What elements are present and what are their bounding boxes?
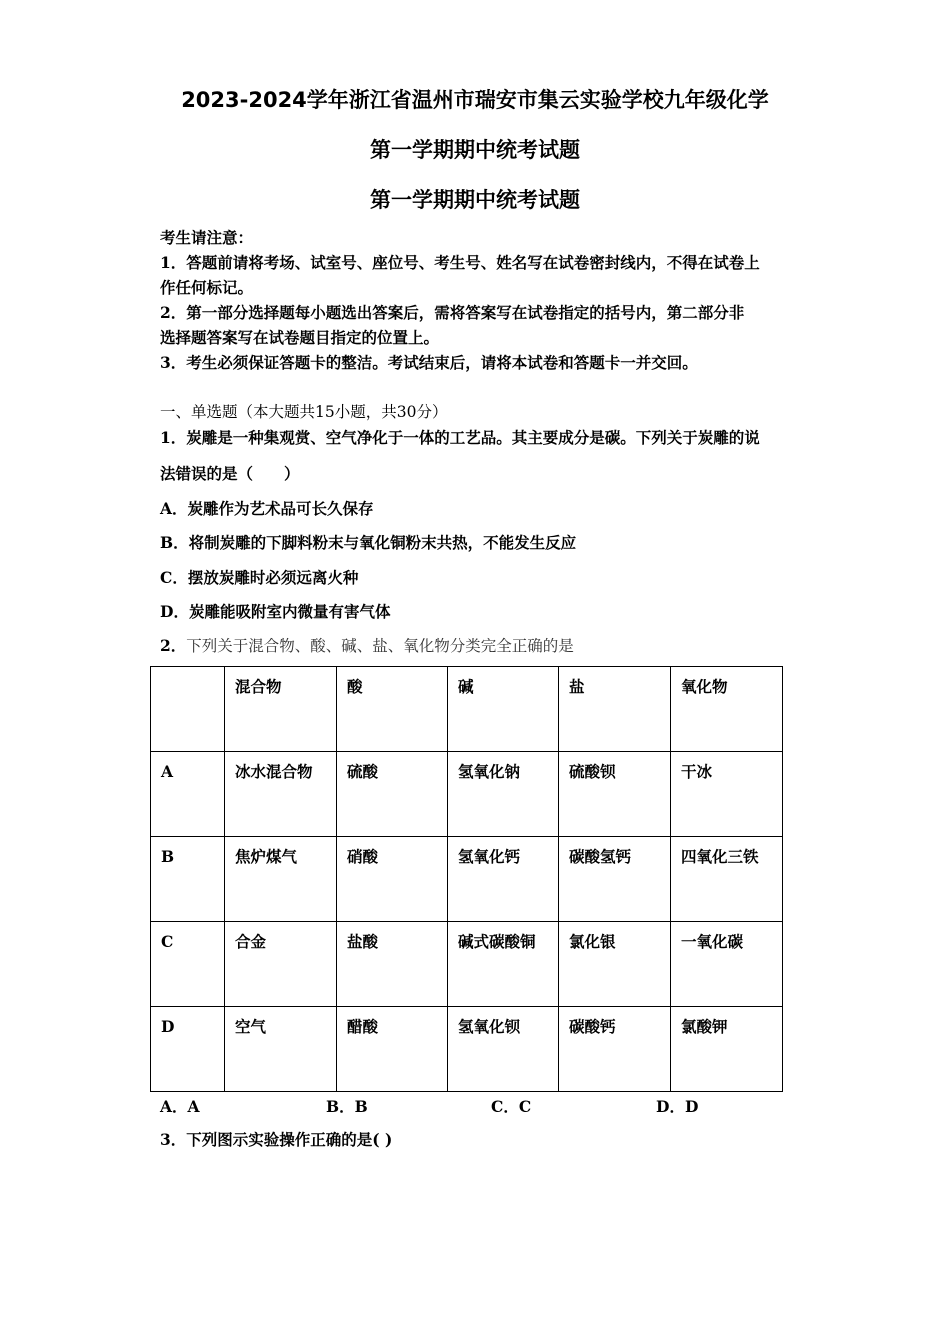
q2-stem-text: 下列关于混合物、酸、碱、盐、氧化物分类完全正确的是 <box>186 637 574 655</box>
notice-item-2: 2．第一部分选择题每小题选出答案后，需将答案写在试卷指定的括号内，第二部分非 <box>160 303 745 322</box>
table-row-label: B <box>151 837 225 922</box>
table-cell: 干冰 <box>671 752 783 837</box>
table-cell: 冰水混合物 <box>225 752 337 837</box>
table-cell: 一氧化碳 <box>671 922 783 1007</box>
table-row-label: A <box>151 752 225 837</box>
table-cell: 氯化银 <box>559 922 671 1007</box>
table-cell: 合金 <box>225 922 337 1007</box>
table-row <box>151 752 783 837</box>
exam-title-line3: 第一学期期中统考试题 <box>370 188 580 212</box>
table-header-cell: 混合物 <box>225 667 337 752</box>
table-cell: 焦炉煤气 <box>225 837 337 922</box>
exam-title-line1: 2023-2024学年浙江省温州市瑞安市集云实验学校九年级化学 <box>181 88 769 112</box>
table-row <box>151 837 783 922</box>
q1-stem-line2: 法错误的是（ ） <box>160 464 300 483</box>
q2-stem <box>160 636 800 656</box>
table-cell: 四氧化三铁 <box>671 837 783 922</box>
table-cell: 氢氧化钡 <box>448 1007 559 1092</box>
table-cell: 硫酸钡 <box>559 752 671 837</box>
table-cell: 盐酸 <box>337 922 448 1007</box>
table-row-label: D <box>151 1007 225 1092</box>
q2-answer-a: A．A <box>160 1097 200 1116</box>
table-row <box>151 1007 783 1092</box>
table-header-cell: 盐 <box>559 667 671 752</box>
table-header-row <box>151 667 783 752</box>
notice-item-1-cont: 作任何标记。 <box>160 278 254 297</box>
notice-item-3: 3．考生必须保证答题卡的整洁。考试结束后，请将本试卷和答题卡一并交回。 <box>160 353 698 372</box>
table-cell: 醋酸 <box>337 1007 448 1092</box>
q1-option-b: B．将制炭雕的下脚料粉末与氧化铜粉末共热，不能发生反应 <box>160 533 577 552</box>
classification-table <box>150 666 783 1092</box>
notice-item-1: 1．答题前请将考场、试室号、座位号、考生号、姓名写在试卷密封线内，不得在试卷上 <box>160 253 760 272</box>
table-cell: 氢氧化钠 <box>448 752 559 837</box>
table-cell: 氯酸钾 <box>671 1007 783 1092</box>
table-header-cell: 碱 <box>448 667 559 752</box>
exam-title-line2: 第一学期期中统考试题 <box>370 138 580 162</box>
notice-item-2-cont: 选择题答案写在试卷题目指定的位置上。 <box>160 328 440 347</box>
table-row <box>151 922 783 1007</box>
table-header-cell: 氧化物 <box>671 667 783 752</box>
table-row-label: C <box>151 922 225 1007</box>
notice-heading: 考生请注意： <box>160 228 254 247</box>
section-heading: 一、单选题（本大题共15小题，共30分） <box>160 403 448 421</box>
q2-number: 2． <box>160 636 187 655</box>
q2-answer-d: D．D <box>656 1097 699 1116</box>
q1-stem-line1: 1．炭雕是一种集观赏、空气净化于一体的工艺品。其主要成分是碳。下列关于炭雕的说 <box>160 428 760 447</box>
q1-option-d: D．炭雕能吸附室内微量有害气体 <box>160 602 391 621</box>
table-cell: 氢氧化钙 <box>448 837 559 922</box>
table-cell: 硫酸 <box>337 752 448 837</box>
table-cell: 空气 <box>225 1007 337 1092</box>
table-cell: 碳酸钙 <box>559 1007 671 1092</box>
q2-answer-b: B．B <box>326 1097 368 1116</box>
table-cell: 硝酸 <box>337 837 448 922</box>
table-cell: 碱式碳酸铜 <box>448 922 559 1007</box>
table-cell: 碳酸氢钙 <box>559 837 671 922</box>
table-header-cell <box>151 667 225 752</box>
q2-answer-c: C．C <box>491 1097 532 1116</box>
table-header-cell: 酸 <box>337 667 448 752</box>
q3-stem: 3．下列图示实验操作正确的是( ) <box>160 1130 393 1149</box>
q1-option-a: A．炭雕作为艺术品可长久保存 <box>160 499 374 518</box>
q1-option-c: C．摆放炭雕时必须远离火种 <box>160 568 359 587</box>
